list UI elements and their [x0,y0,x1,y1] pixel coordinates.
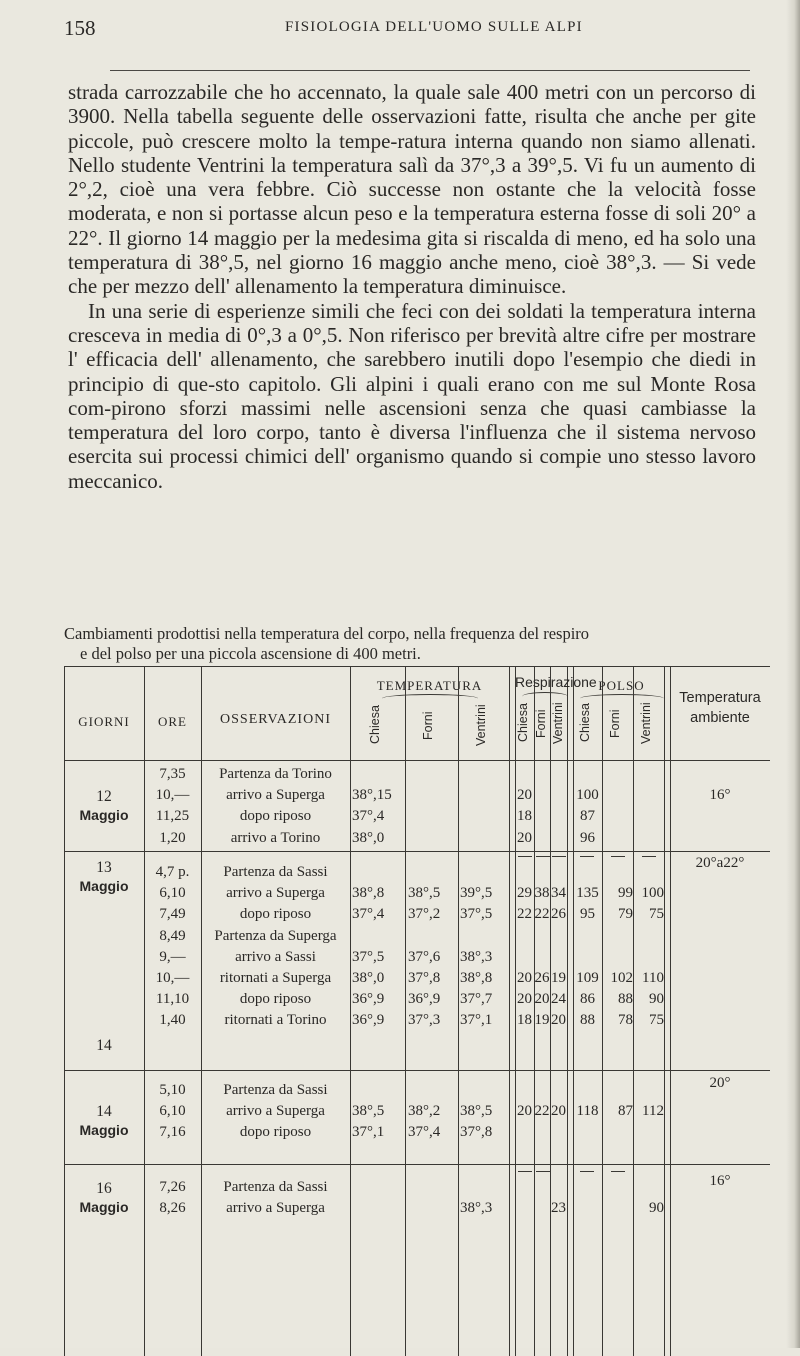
osservazioni-cell: Partenza da Sassi arrivo a Superga dopo riposo Partenza da Superga arrivo a Sassi ritornati a Superga dopo riposo ritornati a Torino [214,864,337,1029]
day-16 [64,1179,144,1217]
brace-respirazione [522,692,568,701]
caption-line-1: Cambiamenti prodottisi nella temperatura del corpo, nella frequenza del respiro [64,624,590,643]
empty-dash [642,856,656,857]
osservazioni-cell: Partenza da Sassi arrivo a Superga dopo riposo [223,1082,328,1141]
polso-forni-cell: 99 79 102 88 78 [610,885,633,1029]
temp-chiesa-cell: 38°,5 37°,1 [352,1103,385,1141]
ambiente-cell: 16° [709,787,731,803]
temp-chiesa-cell: 38°,8 37°,4 37°,5 38°,0 36°,9 36°,9 [352,885,385,1029]
header-temperatura-ambiente: Temperatura ambiente [679,690,761,726]
empty-dash [536,1171,550,1172]
day-month: Maggio [79,878,129,894]
temp-ventrini-cell: 38°,3 [460,1200,493,1217]
header-temperatura: TEMPERATURA [376,678,483,693]
day-number: 16 [96,1180,112,1197]
ore-cell: 7,35 10,— 11,25 1,20 [155,766,190,846]
paragraph-2: In una serie di esperienze simili che feci con dei soldati la temperatura interna cresceva in media di 0°,3 a 0°,5. Non riferisco per brevità altre cifre per mostrare l' efficacia dell' allenamento, che sarebbero inutili dopo l'esempio che diedi in principio di que-sto capitolo. Gli alpini i quali erano con me sul Monte Rosa com-pirono sforzi massimi nelle ascensioni senza che quasi cambiasse la temperatura del loro corpo, tanto è diversa l'influenza che il sistema nervoso esercita sui processi chimici dell' organismo quando si compie uno stesso lavoro meccanico. [68,298,756,493]
ore-cell: 7,26 8,26 [159,1179,186,1217]
sub-polso-ventrini: Ventrini [639,702,653,744]
polso-chiesa-cell: 100 87 96 [576,787,599,846]
day-number: 14 [96,1103,112,1120]
empty-dash [611,856,625,857]
resp-forni-cell: 22 [534,1103,550,1120]
resp-ventrini-cell: 34 26 19 24 20 [551,885,566,1029]
day-14 [64,1102,144,1140]
resp-ventrini-cell: 23 [551,1200,566,1217]
col-rule-0 [64,666,65,1356]
page-edge-shadow [786,0,800,1348]
temp-forni-cell: 38°,2 37°,4 [408,1103,441,1141]
polso-forni-cell: 87 [618,1103,633,1120]
ore-cell: 4,7 p. 6,10 7,49 8,49 9,— 10,— 11,10 1,40 [155,864,190,1029]
ambiente-cell: 20°a22° [695,855,745,871]
caption-line-2: e del polso per una piccola ascensione di 400 metri. [80,644,421,663]
osservazioni-cell: Partenza da Sassi arrivo a Superga [223,1179,328,1217]
sub-resp-forni: Forni [534,709,548,739]
polso-ventrini-cell: 100 75 110 90 75 [641,885,664,1029]
ambiente-cell: 16° [709,1173,731,1189]
resp-chiesa-cell: 20 [517,1103,532,1120]
day-month: Maggio [79,1199,129,1215]
running-title: FISIOLOGIA DELL'UOMO SULLE ALPI [285,19,583,35]
empty-dash [518,856,532,857]
sub-temp-chiesa: Chiesa [368,705,382,744]
header-ore: ORE [158,714,187,729]
temp-ventrini-cell: 38°,5 37°,8 [460,1103,493,1141]
day-12 [64,787,144,825]
header-rule [110,70,750,71]
polso-ventrini-cell: 90 [649,1200,664,1217]
empty-dash [536,856,550,857]
resp-ventrini-cell: 20 [551,1103,566,1120]
empty-dash [611,1171,625,1172]
day-month: Maggio [79,807,129,823]
paragraph-1: strada carrozzabile che ho accennato, la quale sale 400 metri con un percorso di 3900. Nella tabella seguente delle osservazioni fatte, risulta che anche per gite piccole, può crescere molto la tempe-ratura interna quando non siamo allenati. Nello studente Ventrini la temperatura salì da 37°,3 a 39°,5. Vi fu un aumento di 2°,2, cioè una vera febbre. Ciò successe non ostante che la velocità fosse moderata, e non si portasse alcun peso e la temperatura esterna fosse di soli 20° a 22°. Il giorno 14 maggio per la medesima gita si riscalda di meno, ed ha solo una temperatura di 38°,5, nel giorno 16 maggio anche meno, cioè 38°,3. — Si vede che per mezzo dell' allenamento la temperatura diminuisce. [68,80,756,299]
polso-chiesa-cell: 118 [576,1103,599,1120]
page-header [64,16,754,44]
polso-ventrini-cell: 112 [642,1103,664,1120]
empty-dash [518,1171,532,1172]
day-number: 12 [96,788,112,805]
sub-polso-chiesa: Chiesa [578,703,592,742]
header-respirazione: Respirazione [515,674,597,690]
temp-ventrini-cell: 39°,5 37°,5 38°,3 38°,8 37°,7 37°,1 [460,885,493,1029]
resp-chiesa-cell: 20 18 20 [517,787,532,846]
body-text [68,80,756,493]
ore-cell: 5,10 6,10 7,16 [159,1082,186,1141]
resp-chiesa-cell: 29 22 20 20 18 [517,885,532,1029]
sub-temp-forni: Forni [421,711,435,741]
osservazioni-cell: Partenza da Torino arrivo a Superga dopo riposo arrivo a Torino [219,766,332,846]
table-caption [64,624,766,664]
day-13 [64,858,144,896]
header-osservazioni: OSSERVAZIONI [220,712,331,727]
col-rule-12b [670,666,671,1356]
page-number: 158 [64,16,96,40]
temp-forni-cell: 38°,5 37°,2 37°,6 37°,8 36°,9 37°,3 [408,885,441,1029]
sub-polso-forni: Forni [608,709,622,739]
col-rule-12 [664,666,665,1356]
empty-dash [580,1171,594,1172]
temp-chiesa-cell: 38°,15 37°,4 38°,0 [352,787,392,846]
day-14-overnight: 14 [96,1037,112,1054]
data-table [64,666,770,1356]
empty-dash [552,856,566,857]
header-polso: POLSO [598,678,645,693]
sub-temp-ventrini: Ventrini [474,704,488,746]
ambiente-cell: 20° [709,1075,731,1091]
resp-forni-cell: 38 22 26 20 19 [534,885,550,1029]
sub-resp-chiesa: Chiesa [516,703,530,742]
col-rule-9 [567,666,568,1356]
sub-resp-ventrini: Ventrini [551,702,565,744]
day-number: 13 [96,859,112,876]
polso-chiesa-cell: 135 95 109 86 88 [576,885,599,1029]
empty-dash [580,856,594,857]
header-giorni: GIORNI [78,714,130,729]
day-month: Maggio [79,1122,129,1138]
brace-temperatura [382,694,478,703]
